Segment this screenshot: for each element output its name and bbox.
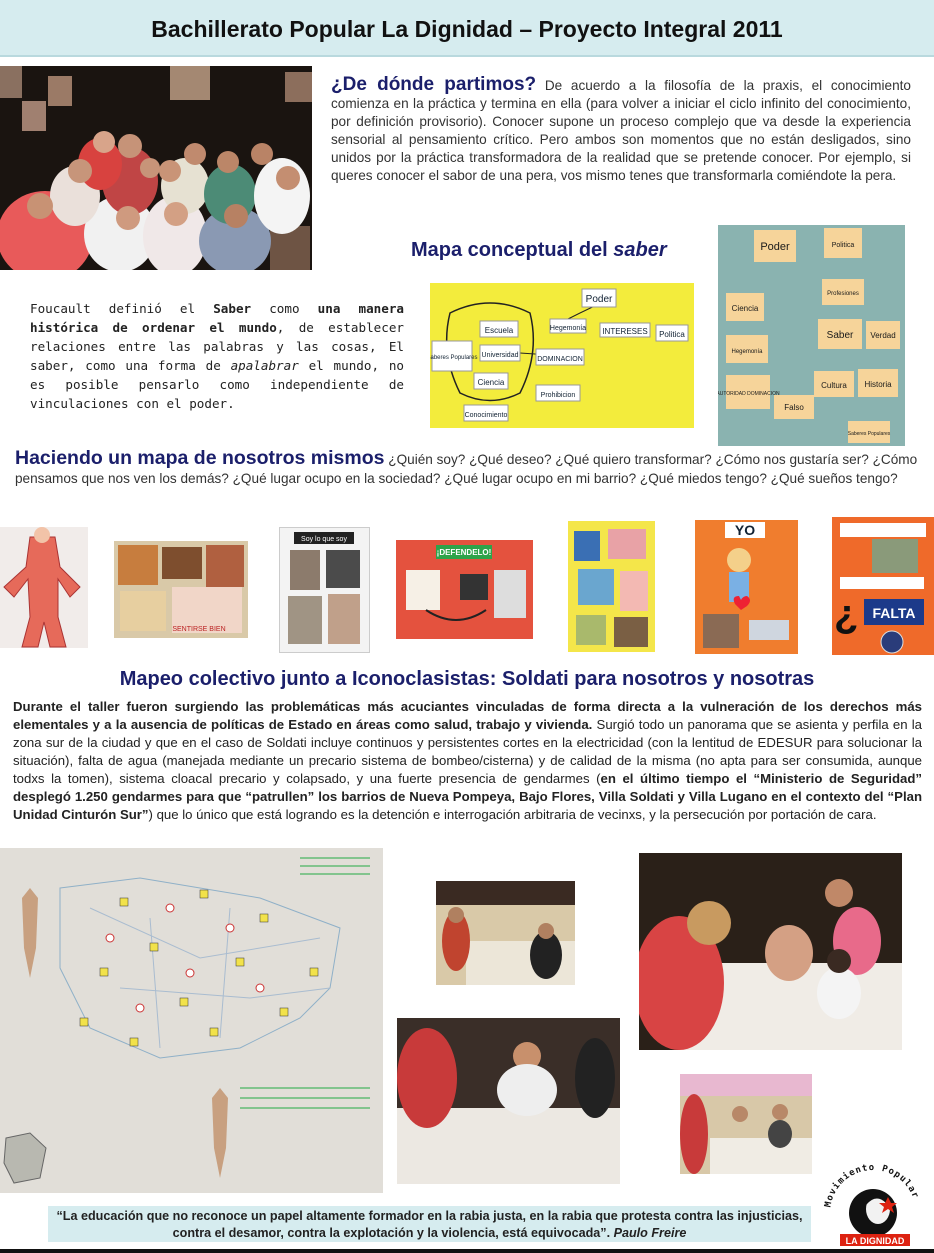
self-map-paragraph xyxy=(15,449,925,488)
poster-word: Universidad xyxy=(481,352,519,359)
poster-word: Ciencia xyxy=(477,378,505,387)
poster-word: Politica xyxy=(659,330,685,339)
intro-text: De acuerdo a la filosofía de la praxis, el conocimiento comienza en la práctica y termina en ella (para volver a iniciar el ciclo infinito del conocimiento, por definición provisorio). Conocer supone un proceso complejo que va desde la experiencia sensorial al pensamiento crítico. Pero ambos son momentos que no están desligados, sino unidos por la práctica transformadora de la realidad que se pretende conocer. Por ejemplo, si queres conocer el sabor de una pera, vos mismo tenes que transformarla comiéndote la pera. xyxy=(331,78,911,183)
concept-poster-yellow xyxy=(430,283,694,428)
poster2-word: Politica xyxy=(831,242,855,249)
self-map-heading: Haciendo un mapa de nosotros mismos xyxy=(15,447,385,469)
concept-map-heading-text: Mapa conceptual del xyxy=(411,239,614,261)
collage-word: SENTIRSE BIEN xyxy=(172,626,226,633)
collective-map-heading: Mapeo colectivo junto a Iconoclasistas: Soldati para nosotros y nosotras xyxy=(119,668,815,690)
collage-4 xyxy=(396,540,533,639)
movement-logo xyxy=(820,1163,926,1247)
collective-map-photo xyxy=(0,848,383,1193)
logo-bottom-text: LA DIGNIDAD xyxy=(845,1236,905,1246)
poster2-word: Cultura xyxy=(821,381,847,390)
foucault-paragraph: Foucault definió el Saber como una manera histórica de ordenar el mundo, de establecer relaciones entre las palabras y las cosas, El saber, como una forma de apalabrar el mundo, no es posible pensarlo como independiente de vinculaciones con el poder. xyxy=(30,301,404,411)
poster2-word: Saber xyxy=(826,330,854,341)
bottom-rule xyxy=(0,1249,934,1253)
collage-word: FALTA xyxy=(872,605,916,621)
intro-heading: ¿De dónde partimos? xyxy=(331,74,537,95)
poster-word: Conocimiento xyxy=(464,412,508,419)
collage-5 xyxy=(568,521,655,652)
self-map-text: ¿Quién soy? ¿Qué deseo? ¿Qué quiero transformar? ¿Cómo nos gustaría ser? ¿Cómo pensamos que nos ven los demás? ¿Qué lugar ocupo en la sociedad? ¿Qué lugar ocupo en mi barrio? ¿Qué miedos tengo? ¿Qué sueños tengo? xyxy=(15,452,918,486)
logo-top-text: Movimiento Popular xyxy=(823,1163,921,1209)
collage-2 xyxy=(114,541,248,638)
page-header xyxy=(0,0,934,57)
poster-word: Saberes Populares xyxy=(430,355,478,361)
poster2-word: Historia xyxy=(864,380,892,389)
poster-word: Hegemonía xyxy=(549,325,587,332)
collage-word: YO xyxy=(734,522,756,538)
concept-poster-teal xyxy=(718,225,905,446)
poster-word: Escuela xyxy=(484,326,514,335)
poster2-word: Poder xyxy=(760,241,790,253)
poster2-word: Ciencia xyxy=(731,304,759,313)
workshop-photo-1 xyxy=(436,881,575,985)
collage-1 xyxy=(0,527,88,648)
collage-7 xyxy=(832,517,934,655)
workshop-photo-2 xyxy=(639,853,902,1050)
group-photo xyxy=(0,66,312,270)
collage-word: Soy lo que soy xyxy=(301,536,347,543)
workshop-photo-4 xyxy=(680,1074,812,1174)
svg-text:¿: ¿ xyxy=(834,592,859,636)
poster2-word: Falso xyxy=(784,403,804,412)
poster2-word: Saberes Populares xyxy=(847,431,891,437)
poster-word: Poder xyxy=(585,294,613,305)
poster-word: Prohibicion xyxy=(540,392,576,399)
collage-6 xyxy=(695,520,798,654)
collage-3 xyxy=(279,527,370,653)
collective-map-paragraph: Durante el taller fueron surgiendo las problemáticas más acuciantes vinculadas de forma directa a la vulneración de los derechos más elementales y a la ausencia de políticas de Estado en áreas como salud, trabajo y vivienda. Surgió todo un panorama que se asienta y perfila en la zona sur de la ciudad y que en el caso de Soldati incluye continuos y persistentes cortes en la electricidad (con la lentitud de EDESUR para solucionar la situación), falta de agua (manejada mediante un precario sistema de bombeo/cisterna) y de calidad de la misma (no apta para ser consumida, aunque todxs la tomen), sistema cloacal precario y colapsado, y una fuerte presencia de gendarmes (en el último tiempo el “Ministerio de Seguridad” desplegó 1.250 gendarmes para que “patrullen” los barrios de Nueva Pompeya, Bajo Flores, Villa Soldati y Villa Lugano en el contexto del “Plan Unidad Cinturón Sur”) que lo único que está logrando es la detención e interrogación arbitraria de vecinxs, y la persecución por portación de cara. xyxy=(13,699,922,822)
poster2-word: Verdad xyxy=(870,331,896,340)
concept-map-heading xyxy=(411,239,667,262)
poster-word: DOMINACION xyxy=(537,356,583,363)
quote-author: Paulo Freire xyxy=(613,1226,687,1240)
collage-word: ¡DEFENDELO! xyxy=(436,548,492,557)
poster2-word: AUTORIDAD DOMINACION xyxy=(718,391,780,397)
workshop-photo-3 xyxy=(397,1018,620,1184)
freire-quote: “La educación que no reconoce un papel altamente formador en la rabia justa, en la rabia que protesta contra las injusticias, contra el desamor, contra la explotación y la violencia, está equivocada”. Paulo Freire xyxy=(56,1209,803,1240)
concept-map-heading-italic: saber xyxy=(613,239,667,261)
poster2-word: Profesiones xyxy=(827,291,859,297)
freire-quote-box xyxy=(48,1206,811,1242)
page-title: Bachillerato Popular La Dignidad – Proyecto Integral 2011 xyxy=(151,16,783,42)
intro-paragraph xyxy=(331,76,911,185)
poster-word: INTERESES xyxy=(602,327,648,336)
poster2-word: Hegemonía xyxy=(731,349,763,355)
